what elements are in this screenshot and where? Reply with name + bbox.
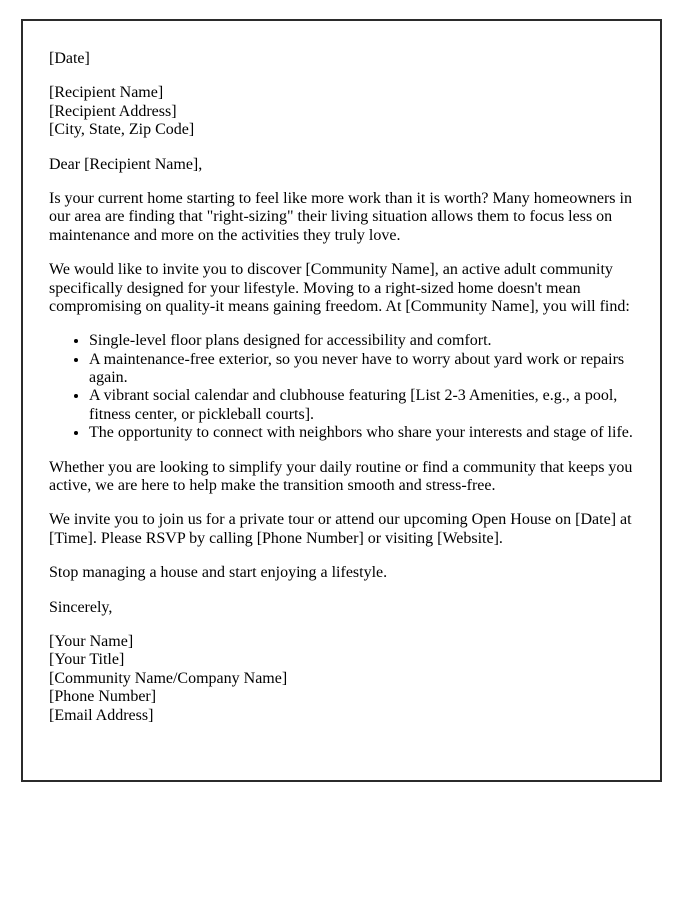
signature-company-line: [Community Name/Company Name] — [49, 669, 288, 687]
signature-email-line: [Email Address] — [49, 706, 154, 724]
salutation: Dear [Recipient Name], — [49, 155, 203, 173]
recipient-address-line: [Recipient Address] — [49, 102, 177, 120]
signature-title-line: [Your Title] — [49, 651, 125, 669]
amenities-bullet-list — [49, 332, 634, 442]
bullet-item-floor-plans: • Single-level floor plans designed for accessibility and comfort. — [89, 332, 634, 350]
signature-phone-line: [Phone Number] — [49, 688, 157, 706]
paragraph-transition: Whether you are looking to simplify your daily routine or find a community that keeps you active, we are here to help make the transition smooth and stress-free. — [49, 458, 633, 495]
recipient-name-line: [Recipient Name] — [49, 84, 164, 102]
bullet-item-maintenance-free: • A maintenance-free exterior, so you never have to worry about yard work or repairs again. — [89, 351, 634, 388]
paragraph-open-house: We invite you to join us for a private tour or attend our upcoming Open House on [Date] at [Time]. Please RSVP by calling [Phone Number] or visiting [Website]. — [49, 511, 632, 547]
bullet-item-social-calendar: • A vibrant social calendar and clubhouse featuring [List 2-3 Amenities, e.g., a pool, fitness center, or pickleball courts]. — [89, 387, 634, 424]
bullet-item-neighbors: • The opportunity to connect with neighbors who share your interests and stage of life. — [89, 424, 634, 442]
letter-document — [21, 19, 662, 782]
date-placeholder: [Date] — [49, 50, 90, 67]
paragraph-invitation: We would like to invite you to discover [Community Name], an active adult community specifically designed for your lifestyle. Moving to a right-sized home doesn't mean compromising on quality-it means gaining freedom. At [Community Name], you will find: — [49, 261, 630, 315]
signature-name-line: [Your Name] — [49, 632, 134, 650]
signoff: Sincerely, — [49, 598, 113, 616]
paragraph-tagline: Stop managing a house and start enjoying a lifestyle. — [49, 564, 388, 582]
recipient-address-block — [49, 84, 634, 139]
signature-block — [49, 633, 634, 725]
paragraph-intro: Is your current home starting to feel like more work than it is worth? Many homeowners in our area are finding that "right-sizing" their living situation allows them to focus less on maintenance and more on the activities they truly love. — [49, 189, 632, 244]
recipient-city-state-zip-line: [City, State, Zip Code] — [49, 121, 195, 139]
